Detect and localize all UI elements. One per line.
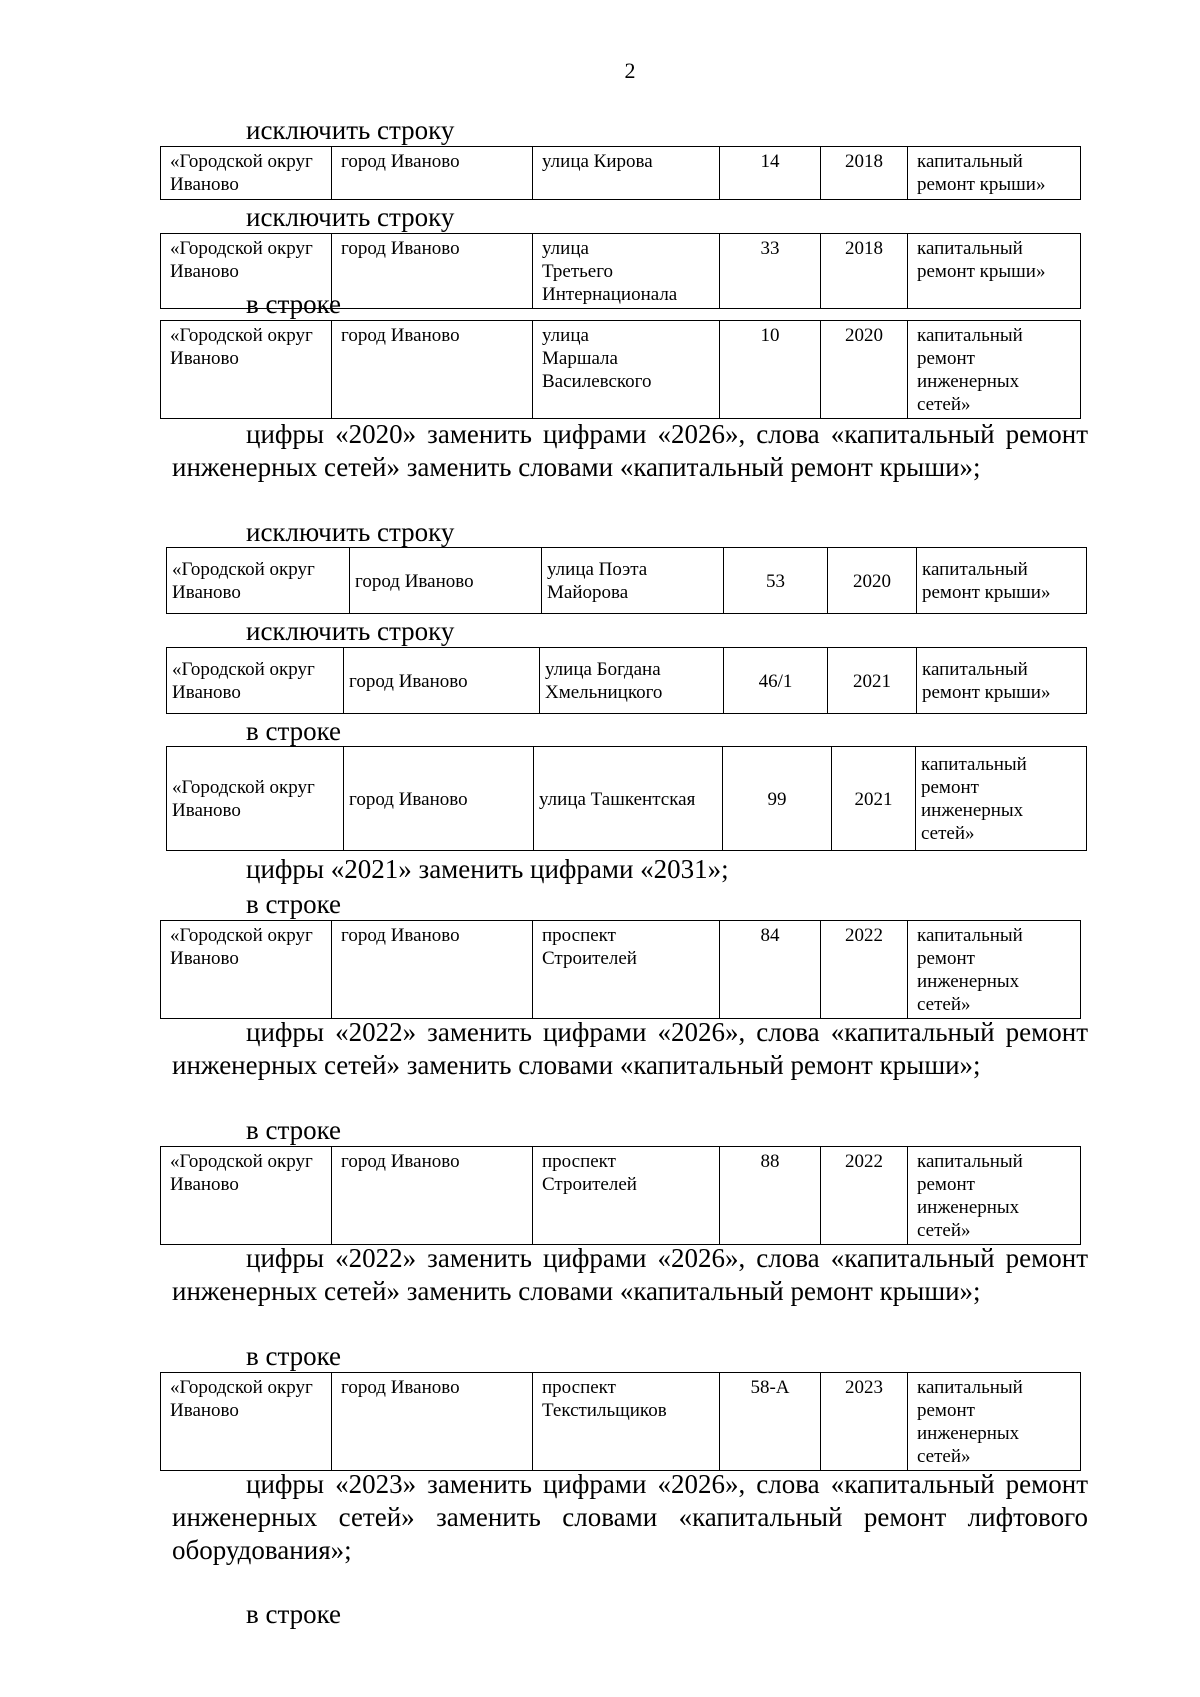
street-word: Василевского (542, 371, 652, 392)
table-row (160, 920, 1081, 1019)
cell-year: 2020 (821, 321, 908, 419)
cell-municipality: «Городской округ Иваново (161, 147, 332, 200)
cell-street: улица Богдана Хмельницкого (540, 648, 724, 714)
cell-municipality: «Городской округ Иваново (161, 921, 332, 1019)
cell-street (533, 234, 720, 309)
cell-settlement: город Иваново (344, 648, 540, 714)
cell-year: 2018 (821, 234, 908, 309)
cell-work-type: капитальный ремонт крыши» (908, 147, 1081, 200)
cell-street: проспект Строителей (533, 1147, 720, 1245)
cell-work-type: капитальный ремонт инженерных сетей» (916, 747, 1087, 851)
cell-year: 2022 (821, 921, 908, 1019)
street-word: улица Третьего (542, 238, 614, 282)
cell-street (533, 321, 720, 419)
cell-house: 14 (720, 147, 821, 200)
cell-municipality: «Городской округ Иваново (161, 234, 332, 309)
cell-work-type: капитальный ремонт крыши» (908, 234, 1081, 309)
street-word: Интернационала (542, 284, 678, 305)
amendment-text: цифры «2021» заменить цифрами «2031»; (246, 854, 729, 884)
cell-year: 2023 (821, 1373, 908, 1471)
table-row (160, 146, 1081, 200)
table-row (166, 746, 1087, 851)
cell-street: улица Поэта Майорова (542, 548, 724, 614)
page-number: 2 (624, 58, 636, 83)
cell-house: 88 (720, 1147, 821, 1245)
table-row (160, 1372, 1081, 1471)
cell-municipality: «Городской округ Иваново (167, 747, 344, 851)
amendment-text: цифры «2020» заменить цифрами «2026», слова «капитальный ремонт инженерных сетей» заменить словами «капитальный ремонт крыши»; (172, 419, 1088, 482)
instruction-label: в строке (246, 289, 342, 319)
cell-year: 2022 (821, 1147, 908, 1245)
table-row (166, 547, 1087, 614)
amendment-text: цифры «2023» заменить цифрами «2026», слова «капитальный ремонт инженерных сетей» заменить словами «капитальный ремонт лифтового оборудования»; (172, 1469, 1088, 1565)
cell-house: 99 (723, 747, 832, 851)
cell-settlement: город Иваново (332, 234, 533, 309)
cell-year: 2018 (821, 147, 908, 200)
street-word: улица Маршала (542, 325, 618, 369)
instruction-label: в строке (246, 1599, 342, 1629)
cell-house: 53 (724, 548, 828, 614)
cell-house: 33 (720, 234, 821, 309)
instruction-label: в строке (246, 1115, 342, 1145)
cell-work-type: капитальный ремонт инженерных сетей» (908, 921, 1081, 1019)
cell-year: 2020 (828, 548, 917, 614)
amendment-text: цифры «2022» заменить цифрами «2026», слова «капитальный ремонт инженерных сетей» заменить словами «капитальный ремонт крыши»; (172, 1243, 1088, 1306)
cell-settlement: город Иваново (332, 321, 533, 419)
cell-municipality: «Городской округ Иваново (161, 321, 332, 419)
instruction-label: исключить строку (246, 115, 455, 145)
table-row (160, 320, 1081, 419)
cell-house: 46/1 (724, 648, 828, 714)
cell-work-type: капитальный ремонт инженерных сетей» (908, 1373, 1081, 1471)
instruction-label: исключить строку (246, 202, 455, 232)
cell-settlement: город Иваново (332, 921, 533, 1019)
instruction-label: в строке (246, 1341, 342, 1371)
cell-work-type: капитальный ремонт инженерных сетей» (908, 1147, 1081, 1245)
cell-house: 84 (720, 921, 821, 1019)
cell-street: улица Ташкентская (534, 747, 723, 851)
cell-municipality: «Городской округ Иваново (161, 1147, 332, 1245)
cell-municipality: «Городской округ Иваново (161, 1373, 332, 1471)
instruction-label: в строке (246, 889, 342, 919)
cell-house: 58-А (720, 1373, 821, 1471)
table-row (160, 1146, 1081, 1245)
instruction-label: в строке (246, 716, 342, 746)
cell-house: 10 (720, 321, 821, 419)
cell-municipality: «Городской округ Иваново (167, 548, 350, 614)
cell-street: проспект Строителей (533, 921, 720, 1019)
cell-work-type: капитальный ремонт крыши» (917, 548, 1087, 614)
cell-year: 2021 (828, 648, 917, 714)
table-row (166, 647, 1087, 714)
cell-settlement: город Иваново (344, 747, 534, 851)
cell-municipality: «Городской округ Иваново (167, 648, 344, 714)
cell-settlement: город Иваново (332, 1147, 533, 1245)
amendment-text: цифры «2022» заменить цифрами «2026», слова «капитальный ремонт инженерных сетей» заменить словами «капитальный ремонт крыши»; (172, 1017, 1088, 1080)
instruction-label: исключить строку (246, 616, 455, 646)
cell-work-type: капитальный ремонт крыши» (917, 648, 1087, 714)
cell-settlement: город Иваново (332, 147, 533, 200)
cell-settlement: город Иваново (332, 1373, 533, 1471)
cell-street: улица Кирова (533, 147, 720, 200)
cell-street: проспект Текстильщиков (533, 1373, 720, 1471)
cell-work-type: капитальный ремонт инженерных сетей» (908, 321, 1081, 419)
cell-settlement: город Иваново (350, 548, 542, 614)
cell-year: 2021 (832, 747, 916, 851)
instruction-label: исключить строку (246, 517, 455, 547)
